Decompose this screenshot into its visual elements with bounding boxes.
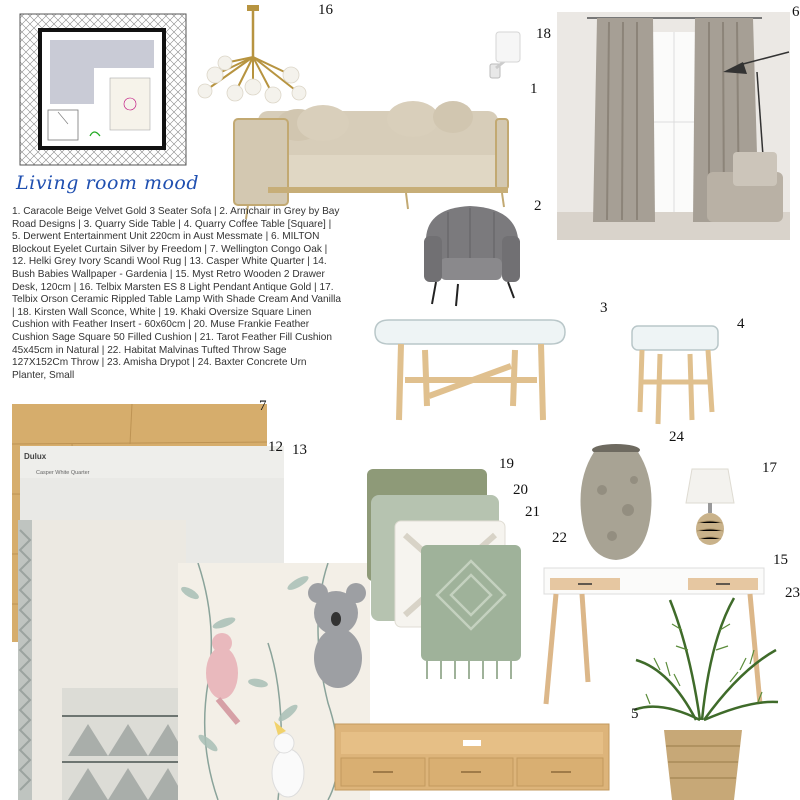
item-number-19: 19 [499, 456, 514, 472]
item-number-15: 15 [773, 552, 788, 568]
item-number-21: 21 [525, 504, 540, 520]
item-number-3: 3 [600, 300, 608, 316]
item-number-20: 20 [513, 482, 528, 498]
item-number-13: 13 [292, 442, 307, 458]
item-number-2: 2 [534, 198, 542, 214]
product-list-text: 1. Caracole Beige Velvet Gold 3 Seater Sofa | 2. Armchair in Grey by Bay Road Designs | 3. Quarry Side Table | 4. Quarry Coffee Table [Square] | 5. Derwent Entertainment Unit 220cm in Aust Messmate | 6. MILTON Blockout Eyelet Curtain Silver by Freedom | 7. Wellington Congo Oak | 12. Helki Grey Ivory Scandi Wool Rug | 13. Casper White Quarter | 14. Bush Babies Wallpaper - Gardenia | 15. Myst Retro Wooden 2 Drawer Desk, 120cm | 16. Telbix Marsten ES 8 Light Pendant Antique Gold | 17. Telbix Orson Ceramic Rippled Table Lamp With Shade Cream And Vanilla | 18. Kirsten Wall Sconce, White | 19. Khaki Oversize Square Linen Cushion with Feather Insert - 60x60cm | 20. Muse Frankie Feather Cushion Sage Square 50 Filled Cushion | 21. Tarot Feather Fill Cushion 45x45cm in Natural | 22. Habitat Malvinas Tufted Throw Sage 127X152Cm Throw | 23. Amisha Drypot | 24. Baxter Concrete Urn Planter, Small [12, 206, 341, 381]
board-title: Living room mood [16, 172, 200, 194]
item-number-4: 4 [737, 316, 745, 332]
item-number-17: 17 [762, 460, 777, 476]
urn-planter-image [572, 440, 662, 565]
item-number-18: 18 [536, 26, 551, 42]
rug-image [18, 520, 186, 800]
item-number-5: 5 [631, 706, 639, 722]
cushions-image [365, 465, 525, 685]
item-number-6: 6 [792, 4, 800, 20]
entertainment-unit-image [333, 720, 613, 800]
item-number-7: 7 [259, 398, 267, 414]
curtain-room-image [557, 12, 790, 240]
item-number-16: 16 [318, 2, 333, 18]
item-number-23: 23 [785, 585, 800, 601]
coffee-table-image [365, 310, 575, 430]
item-number-24: 24 [669, 429, 684, 445]
wall-sconce-image [484, 28, 524, 80]
armchair-image [418, 200, 524, 308]
floor-plan-image [18, 12, 188, 167]
item-number-22: 22 [552, 530, 567, 546]
side-table-image [628, 320, 723, 426]
table-lamp-image [682, 465, 738, 547]
item-number-12: 12 [268, 439, 283, 455]
paint-brand-label: Dulux [24, 452, 47, 461]
plant-image [630, 590, 780, 800]
item-number-1: 1 [530, 81, 538, 97]
paint-color-name: Casper White Quarter [36, 470, 90, 476]
